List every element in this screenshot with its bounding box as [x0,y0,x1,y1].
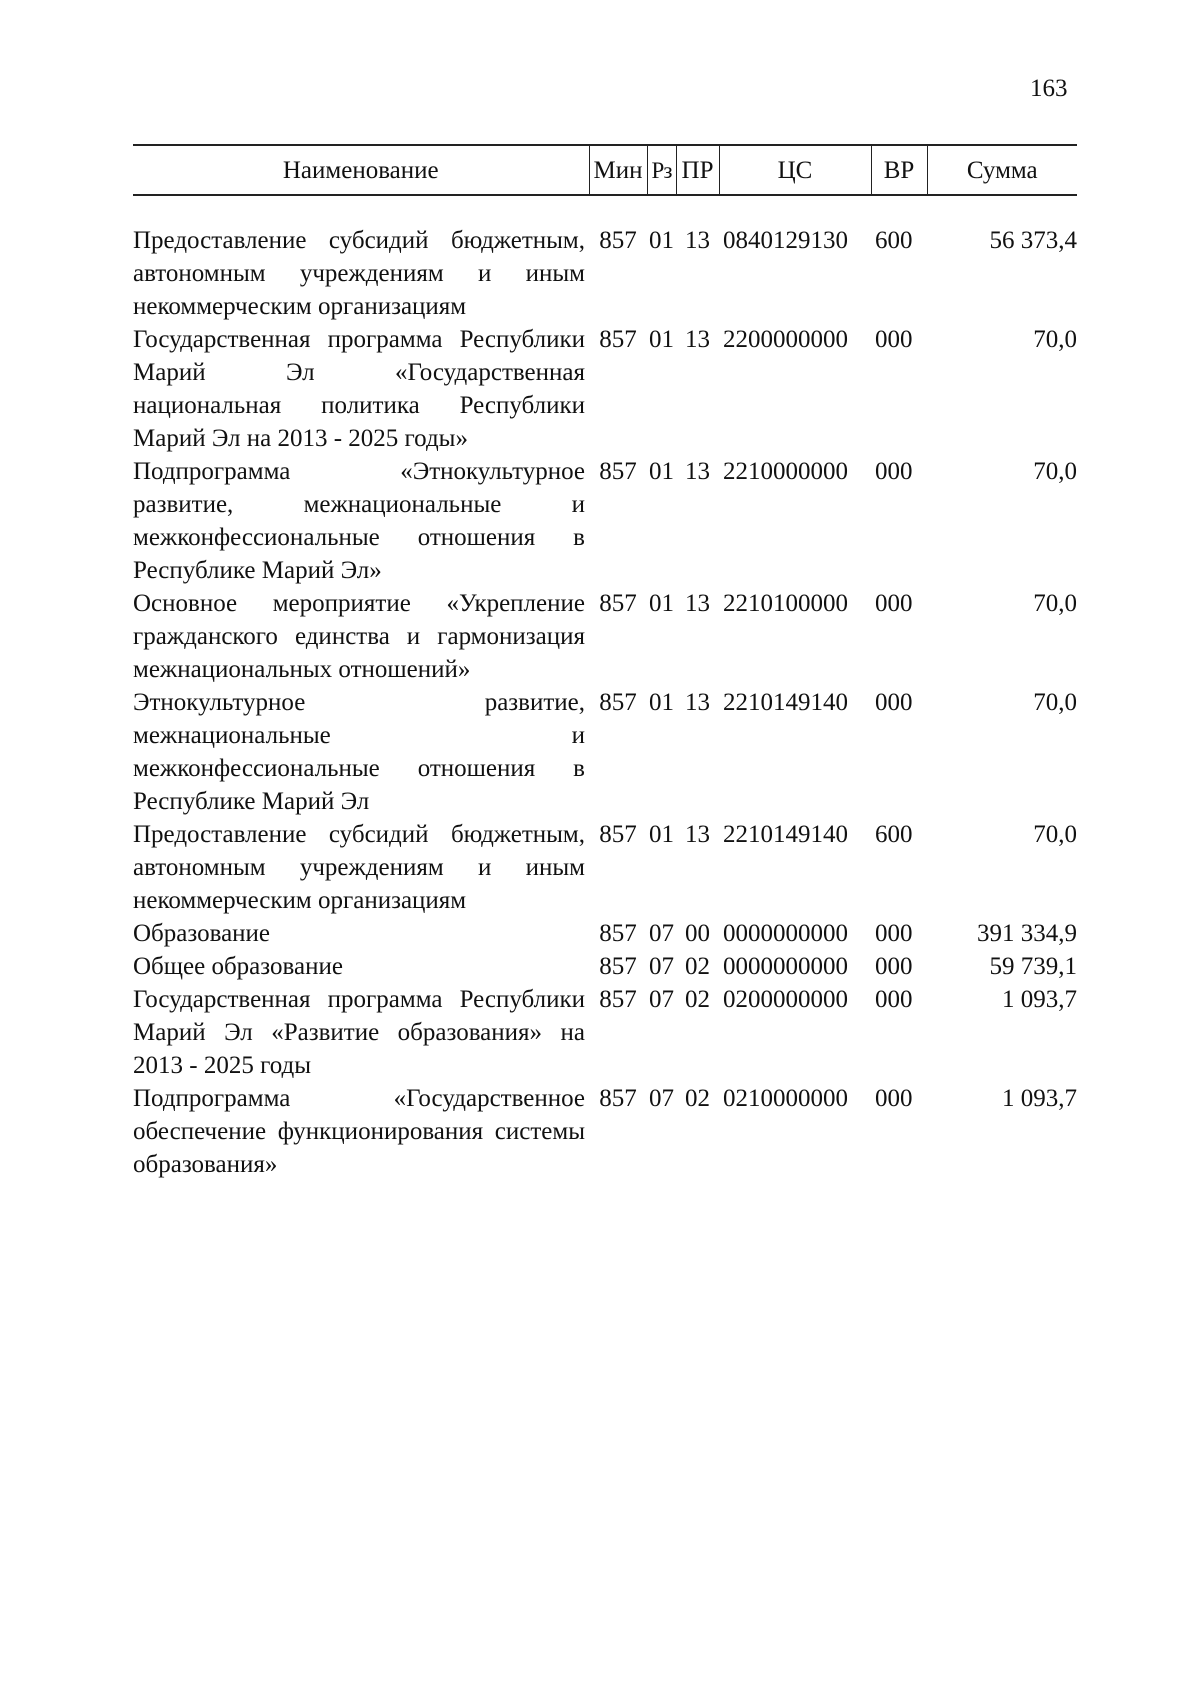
row-cs: 0200000000 [723,986,848,1013]
row-sum: 70,0 [1033,458,1077,485]
header-name: Наименование [133,145,589,195]
table-row [133,323,1077,455]
row-name: Подпрограмма «Государственное обеспечение функционирования системы образования» [133,1085,585,1178]
row-pr: 00 [685,920,710,947]
row-cs: 0210000000 [723,1085,848,1112]
row-vr: 000 [875,920,913,947]
row-min: 857 [599,986,637,1013]
row-min: 857 [599,458,637,485]
header-rz: Рз [647,145,676,195]
row-vr: 000 [875,1085,913,1112]
row-rz: 01 [649,227,674,254]
row-cs: 2210100000 [723,590,848,617]
row-sum: 1 093,7 [1002,986,1077,1013]
row-min: 857 [599,821,637,848]
header-cs: ЦС [719,145,871,195]
row-pr: 02 [685,986,710,1013]
row-pr: 13 [685,458,710,485]
table-row [133,587,1077,686]
table-row [133,950,1077,983]
row-cs: 2200000000 [723,326,848,353]
row-min: 857 [599,953,637,980]
row-name: Основное мероприятие «Укрепление гражданского единства и гармонизация межнациональных отношений» [133,590,585,683]
row-name: Государственная программа Республики Марий Эл «Развитие образования» на 2013 - 2025 годы [133,986,585,1079]
row-vr: 000 [875,953,913,980]
table-row [133,455,1077,587]
table-row [133,224,1077,323]
row-sum: 59 739,1 [989,953,1077,980]
row-min: 857 [599,689,637,716]
header-sum: Сумма [927,145,1077,195]
row-rz: 07 [649,1085,674,1112]
row-cs: 2210000000 [723,458,848,485]
row-name: Предоставление субсидий бюджетным, автономным учреждениям и иным некоммерческим организациям [133,821,585,914]
budget-table-container [133,144,1077,1181]
row-cs: 2210149140 [723,821,848,848]
row-sum: 70,0 [1033,689,1077,716]
row-vr: 000 [875,458,913,485]
row-rz: 07 [649,953,674,980]
row-cs: 0840129130 [723,227,848,254]
row-rz: 01 [649,689,674,716]
budget-table [133,144,1077,1181]
page-number: 163 [1030,75,1068,102]
row-name: Государственная программа Республики Марий Эл «Государственная национальная политика Республики Марий Эл на 2013 - 2025 годы» [133,326,585,452]
header-pr: ПР [676,145,719,195]
row-rz: 01 [649,821,674,848]
row-rz: 07 [649,920,674,947]
row-sum: 56 373,4 [989,227,1077,254]
row-name: Этнокультурное развитие, межнациональные и межконфессиональные отношения в Республике Марий Эл [133,689,585,815]
row-pr: 13 [685,590,710,617]
row-pr: 13 [685,227,710,254]
table-row [133,818,1077,917]
row-sum: 391 334,9 [977,920,1077,947]
row-rz: 01 [649,458,674,485]
table-row [133,1082,1077,1181]
row-sum: 1 093,7 [1002,1085,1077,1112]
row-pr: 02 [685,1085,710,1112]
row-sum: 70,0 [1033,326,1077,353]
table-row [133,983,1077,1082]
row-cs: 2210149140 [723,689,848,716]
row-vr: 000 [875,986,913,1013]
row-vr: 000 [875,326,913,353]
header-vr: ВР [871,145,927,195]
row-pr: 13 [685,689,710,716]
row-sum: 70,0 [1033,590,1077,617]
row-min: 857 [599,326,637,353]
row-cs: 0000000000 [723,920,848,947]
table-header [133,145,1077,195]
row-sum: 70,0 [1033,821,1077,848]
row-vr: 600 [875,821,913,848]
row-min: 857 [599,590,637,617]
row-name: Общее образование [133,953,343,980]
row-pr: 13 [685,326,710,353]
table-body [133,195,1077,1181]
header-spacer [133,195,1077,224]
row-name: Образование [133,920,271,947]
row-vr: 600 [875,227,913,254]
row-min: 857 [599,227,637,254]
table-row [133,917,1077,950]
table-row [133,686,1077,818]
row-rz: 01 [649,326,674,353]
row-pr: 13 [685,821,710,848]
row-min: 857 [599,1085,637,1112]
row-cs: 0000000000 [723,953,848,980]
row-rz: 07 [649,986,674,1013]
header-row [133,145,1077,195]
header-min: Мин [589,145,647,195]
row-pr: 02 [685,953,710,980]
row-vr: 000 [875,590,913,617]
row-vr: 000 [875,689,913,716]
row-min: 857 [599,920,637,947]
row-name: Подпрограмма «Этнокультурное развитие, межнациональные и межконфессиональные отношения в Республике Марий Эл» [133,458,585,584]
row-rz: 01 [649,590,674,617]
row-name: Предоставление субсидий бюджетным, автономным учреждениям и иным некоммерческим организациям [133,227,585,320]
